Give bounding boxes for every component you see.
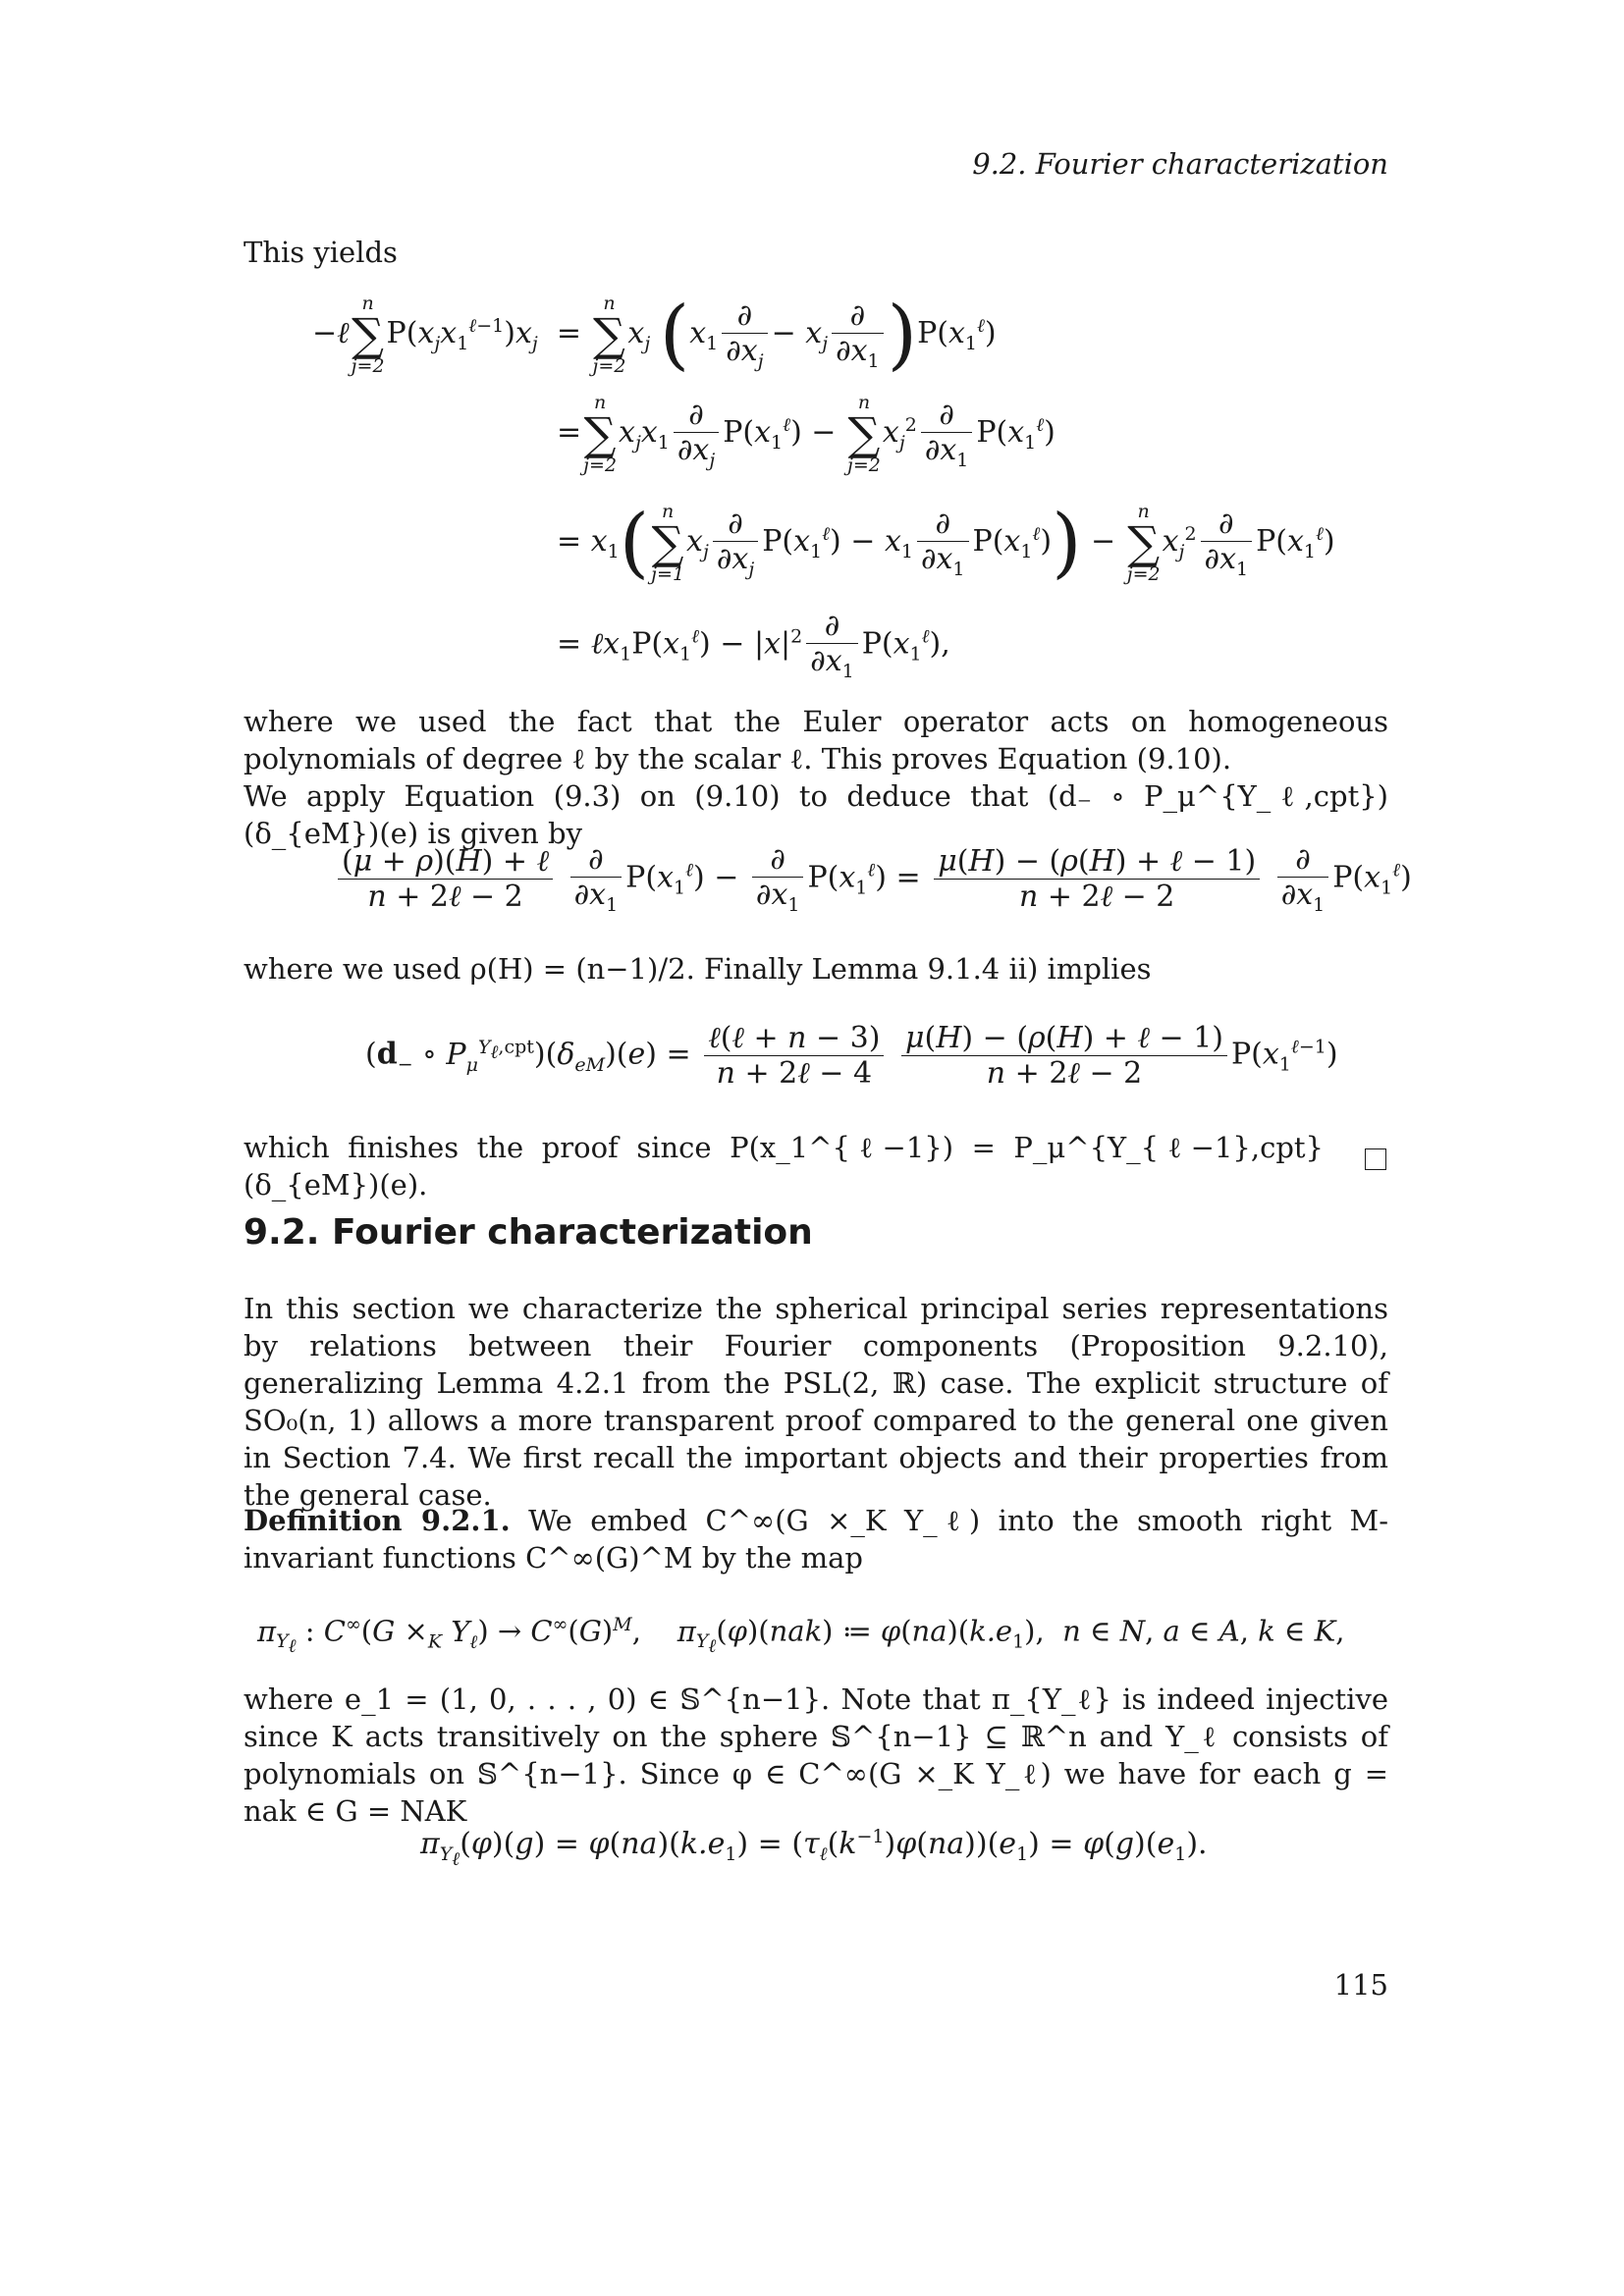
equation-4: $\pi_{Y_\ell}$ : $C^\infty(G \times_K$ $Y_\ell) \to C^\infty(G)^M$, $\pi_{Y_\ell}(\varphi)(nak)$ ≔ $\varphi(na)(k.e_1)$, n ∈ N, a ∈ A, k ∈ K, [257,1614,1345,1658]
paragraph-euler-line-a: where we used the fact that the Euler operator acts on homogeneous polynomials of degree ℓ by the scalar ℓ. This proves Equation (9.10). [244,705,1388,775]
page-number: 115 [1333,1968,1388,2002]
paragraph-euler [244,703,1388,852]
qed-symbol [1365,1148,1386,1170]
section-heading: 9.2. Fourier characterization [244,1212,813,1253]
definition-text: We embed C^∞(G ×_K Y_ℓ) into the smooth right M-invariant functions C^∞(G)^M by the map [244,1504,1389,1575]
equation-5: $\pi_{Y_\ell}(\varphi)(g) = \varphi(na)(k.e_1) = (\tau_\ell(k^{-1})\varphi(na))(e_1) = \varphi(g)(e_1)$. [420,1826,1208,1870]
paragraph-euler-line-b: We apply Equation (9.3) on (9.10) to deduce that (d₋ ∘ P_μ^{Y_ℓ,cpt})(δ_{eM})(e) is given by [244,779,1388,850]
equation-line-4: = $\ell x_1P(x_1^\ell) - |x|^2$ $\frac{\partial}{\partial x_1}$ $P(x_1^\ell)$, [557,609,950,682]
equation-line-3: = $x_1$( n ∑ j=1 $x_j$ $\frac{\partial}{\partial x_j}$ $P(x_1^\ell) - x_1$ $\frac{\partial}{\partial x_1}$ $P(x_1^\ell)$) − n ∑ j=2 $x_j^2$ $\frac{\partial}{\partial x_1}$ $P(x_1^\ell)$ [557,499,1335,587]
equation-line-2: = n ∑ j=2 $x_jx_1$ $\frac{\partial}{\partial x_j}$ $P(x_1^\ell)$ − n ∑ j=2 $x_j^2$ $\frac{\partial}{\partial x_1}$ $P(x_1^\ell)$ [557,392,1056,476]
definition-block [244,1502,1388,1576]
paragraph-injective: where e_1 = (1, 0, . . . , 0) ∈ 𝕊^{n−1}. Note that π_{Y_ℓ} is indeed injective since K acts transitively on the sphere 𝕊^{n−1} ⊆ ℝ^n and Y_ℓ consists of polynomials on 𝕊^{n−1}. Since φ ∈ C^∞(G ×_K Y_ℓ) we have for each g = nak ∈ G = NAK [244,1682,1388,1828]
paragraph-rho: where we used ρ(H) = (n−1)/2. Finally Lemma 9.1.4 ii) implies [244,952,1152,986]
definition-label: Definition 9.2.1. [244,1504,511,1537]
paragraph-finish: which finishes the proof since P(x_1^{ℓ−1}) = P_μ^{Y_{ℓ−1},cpt}(δ_{eM})(e). [244,1131,1324,1201]
equation-line-1: −ℓ n ∑ j=2 $P(x_jx_1^{\ell-1})x_j$ = n ∑ j=2 $x_j$ ($x_1$ $\frac{\partial}{\partial x_j}$ − $x_j$ $\frac{\partial}{\partial x_1}$ )$P(x_1^\ell)$ [312,291,997,379]
intro-text: This yields [244,236,398,269]
equation-3: ($d_-$ ∘ $P_\mu^{Y_\ell,cpt})(\delta_{eM})(e)$ = $\frac{\text{ℓ(ℓ + n − 3)}}{\text{n + 2ℓ − 4}}$ $\frac{\text{μ(H) − (ρ(H) + ℓ − 1)}}{\text{n + 2ℓ − 2}}$ $P(x_1^{\ell-1})$ [365,1021,1338,1091]
equation-2: $\frac{\text{(μ + ρ)(H) + ℓ}}{\text{n + 2ℓ − 2}}$ $\frac{\partial}{\partial x_1}$ $P(x_1^\ell)$ − $\frac{\partial}{\partial x_1}$ $P(x_1^\ell)$ = $\frac{\text{μ(H) − (ρ(H) + ℓ − 1)}}{\text{n + 2ℓ − 2}}$ $\frac{\partial}{\partial x_1}$ $P(x_1^\ell)$ [334,842,1412,916]
running-head: 9.2. Fourier characterization [972,147,1388,181]
paragraph-section-intro: In this section we characterize the spherical principal series representations by relations between their Fourier components (Proposition 9.2.10), generalizing Lemma 4.2.1 from the PSL(2, ℝ) case. The explicit structure of SO₀(n, 1) allows a more transparent proof compared to the general one given in Section 7.4. We first recall the important objects and their properties from the general case. [244,1292,1388,1512]
